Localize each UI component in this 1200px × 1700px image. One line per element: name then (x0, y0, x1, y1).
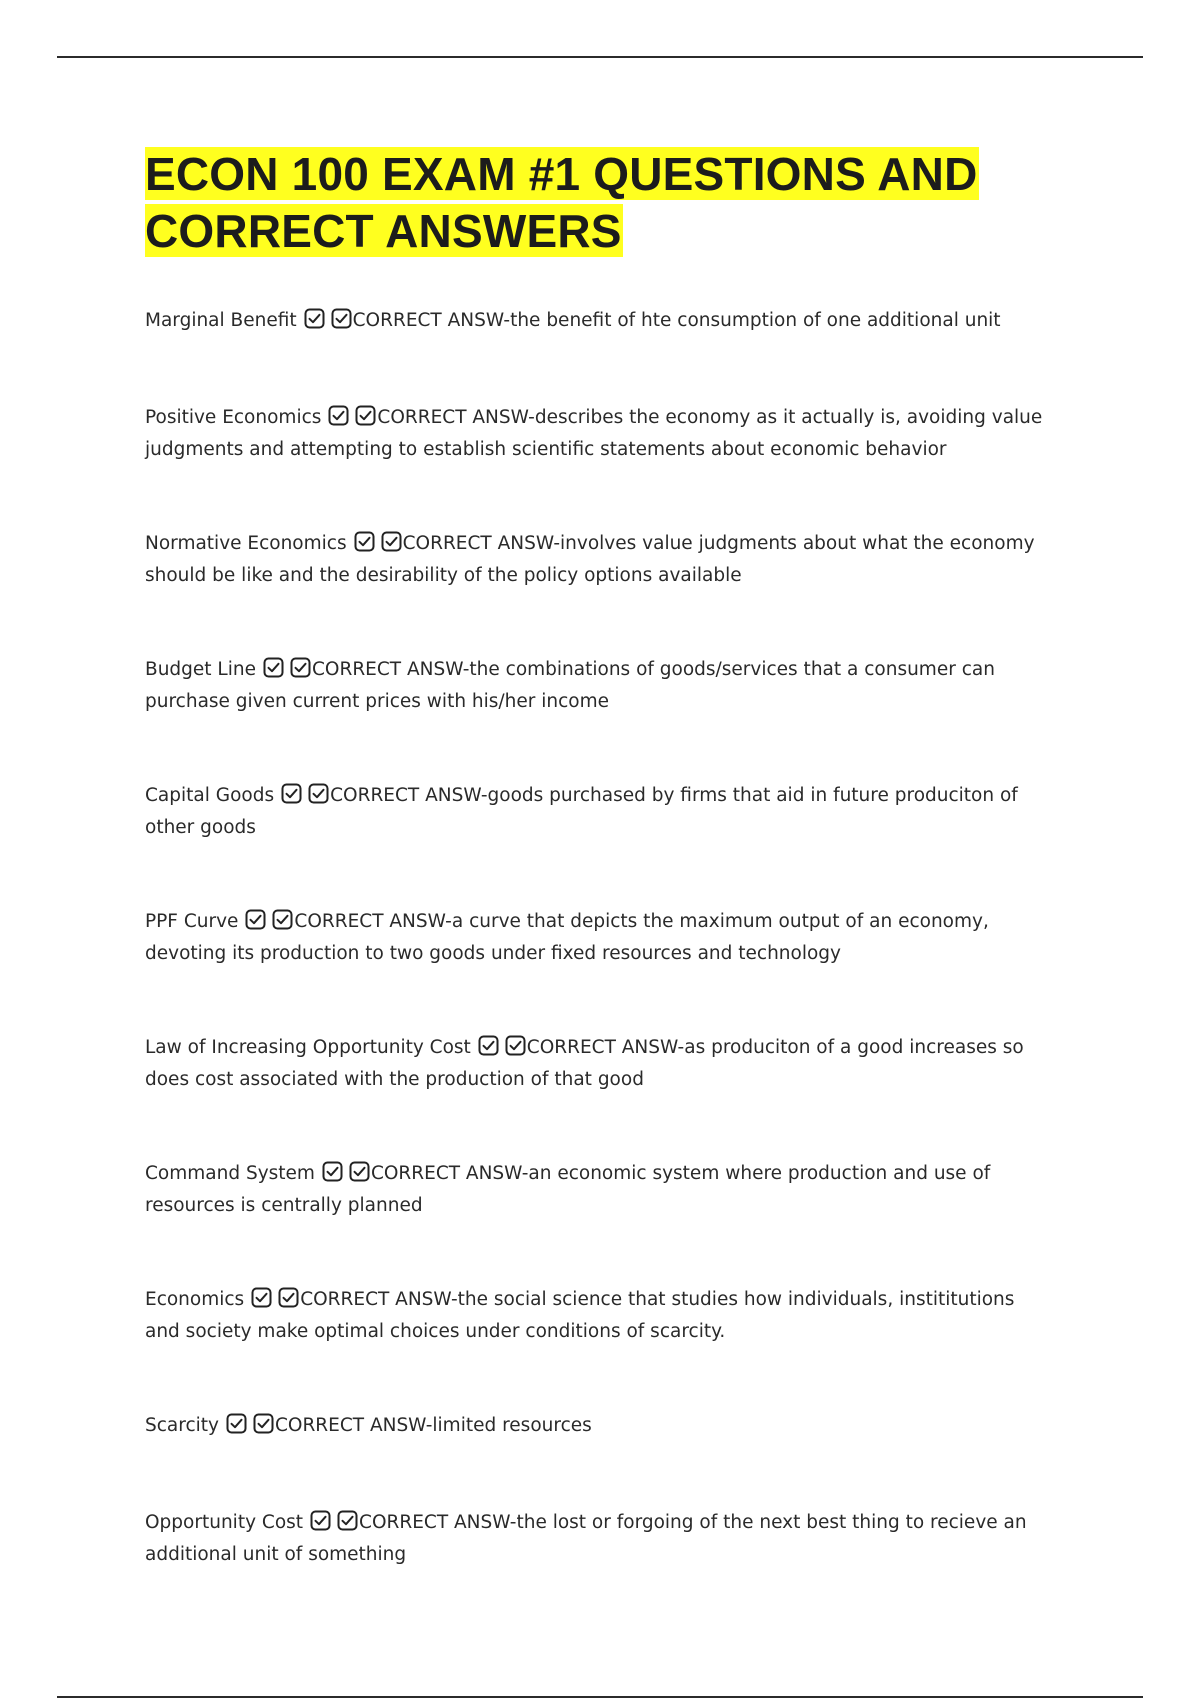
check-marks (226, 1413, 274, 1443)
qa-entry (145, 1508, 1050, 1569)
checkbox-checked-icon (355, 405, 376, 426)
entry-term: PPF Curve (145, 911, 239, 932)
checkbox-checked-icon (478, 1035, 499, 1056)
checkbox-checked-icon (349, 1161, 370, 1182)
check-marks (245, 909, 293, 939)
bottom-rule (57, 1696, 1143, 1698)
check-marks (263, 657, 311, 687)
entry-answer: CORRECT ANSW-an economic system where production and use of resources is centrally planned (145, 1163, 991, 1216)
entry-term: Law of Increasing Opportunity Cost (145, 1037, 471, 1058)
checkbox-checked-icon (245, 909, 266, 930)
checkbox-checked-icon (331, 308, 352, 329)
checkbox-checked-icon (322, 1161, 343, 1182)
entry-answer: CORRECT ANSW-the benefit of hte consumption of one additional unit (352, 310, 1001, 331)
entry-answer: CORRECT ANSW-limited resources (274, 1415, 592, 1436)
checkbox-checked-icon (263, 657, 284, 678)
entry-term: Capital Goods (145, 785, 275, 806)
qa-entry (145, 306, 1050, 338)
entry-term: Economics (145, 1289, 245, 1310)
entry-term: Budget Line (145, 659, 256, 680)
entry-answer: CORRECT ANSW-describes the economy as it actually is, avoiding value judgments and attempting to establish scientific statements about economic behavior (145, 407, 1043, 460)
qa-entry (145, 655, 1050, 716)
checkbox-checked-icon (310, 1510, 331, 1531)
checkbox-checked-icon (272, 909, 293, 930)
qa-entry (145, 1411, 1050, 1443)
qa-list (145, 306, 1050, 1569)
entry-term: Normative Economics (145, 533, 347, 554)
check-marks (304, 308, 352, 338)
check-marks (310, 1510, 358, 1540)
qa-entry (145, 403, 1050, 464)
entry-term: Opportunity Cost (145, 1512, 304, 1533)
qa-entry (145, 1033, 1050, 1094)
document-body (145, 146, 1050, 1634)
entry-term: Scarcity (145, 1415, 219, 1436)
checkbox-checked-icon (281, 783, 302, 804)
entry-term: Marginal Benefit (145, 310, 297, 331)
checkbox-checked-icon (290, 657, 311, 678)
check-marks (354, 531, 402, 561)
checkbox-checked-icon (337, 1510, 358, 1531)
checkbox-checked-icon (251, 1287, 272, 1308)
checkbox-checked-icon (226, 1413, 247, 1434)
entry-answer: CORRECT ANSW-a curve that depicts the maximum output of an economy, devoting its production to two goods under fixed resources and technology (145, 911, 989, 964)
entry-term: Command System (145, 1163, 315, 1184)
check-marks (328, 405, 376, 435)
check-marks (478, 1035, 526, 1065)
qa-entry (145, 529, 1050, 590)
title-line-1: ECON 100 EXAM #1 QUESTIONS AND (145, 148, 978, 200)
qa-entry (145, 1285, 1050, 1346)
entry-term: Positive Economics (145, 407, 322, 428)
entry-answer: CORRECT ANSW-the social science that studies how individuals, instititutions and society make optimal choices under conditions of scarcity. (145, 1289, 1015, 1342)
entry-answer: CORRECT ANSW-as produciton of a good increases so does cost associated with the production of that good (145, 1037, 1024, 1090)
checkbox-checked-icon (253, 1413, 274, 1434)
check-marks (322, 1161, 370, 1191)
checkbox-checked-icon (381, 531, 402, 552)
entry-answer: CORRECT ANSW-involves value judgments about what the economy should be like and the desirability of the policy options available (145, 533, 1035, 586)
qa-entry (145, 781, 1050, 842)
check-marks (251, 1287, 299, 1317)
entry-answer: CORRECT ANSW-goods purchased by firms that aid in future produciton of other goods (145, 785, 1018, 838)
title-line-2: CORRECT ANSWERS (145, 205, 622, 257)
checkbox-checked-icon (505, 1035, 526, 1056)
check-marks (281, 783, 329, 813)
entry-answer: CORRECT ANSW-the combinations of goods/services that a consumer can purchase given current prices with his/her income (145, 659, 995, 712)
checkbox-checked-icon (304, 308, 325, 329)
document-title (145, 146, 1050, 260)
qa-entry (145, 1159, 1050, 1220)
entry-answer: CORRECT ANSW-the lost or forgoing of the next best thing to recieve an additional unit of something (145, 1512, 1027, 1565)
checkbox-checked-icon (278, 1287, 299, 1308)
checkbox-checked-icon (328, 405, 349, 426)
top-rule (57, 56, 1143, 58)
qa-entry (145, 907, 1050, 968)
checkbox-checked-icon (354, 531, 375, 552)
checkbox-checked-icon (308, 783, 329, 804)
